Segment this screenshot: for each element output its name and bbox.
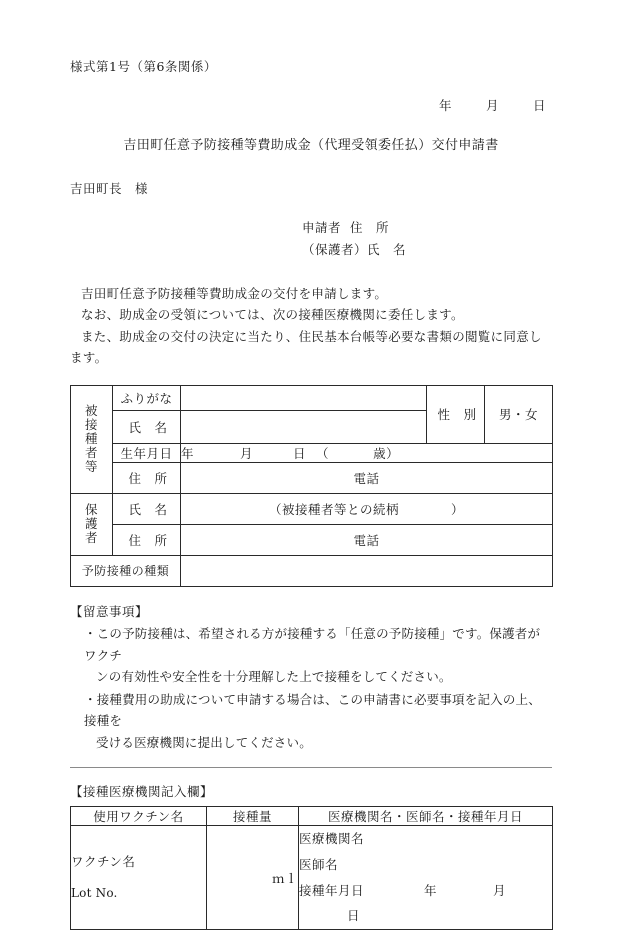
- guardian-label-c3: 者: [84, 530, 98, 546]
- table-row-vaccine-type: [71, 555, 553, 586]
- guardian-vertical-label: [71, 493, 113, 555]
- institution-name-label: 医療機関名: [299, 831, 365, 847]
- vaccination-date-label: 接種年月日: [299, 882, 365, 898]
- note-2-text-1: 接種費用の助成について申請する場合は、この申請書に必要事項を記入の上、接種を: [84, 691, 541, 729]
- dob-month-label: 月: [240, 445, 254, 461]
- header-vaccine-name: 使用ワクチン名: [71, 807, 207, 826]
- gender-label: 性 別: [427, 385, 485, 443]
- applicant-block: [70, 217, 552, 261]
- vaccine-type-input[interactable]: [181, 555, 553, 586]
- applicant-label: 申請者: [302, 220, 342, 235]
- section-divider: [70, 767, 552, 768]
- body-text: [70, 283, 552, 369]
- table-row-furigana: [71, 385, 553, 410]
- guardian-tel-label: 電話: [353, 532, 380, 548]
- dob-day-label: 日: [293, 445, 307, 461]
- body-line-3: また、助成金の交付の決定に当たり、住民基本台帳等必要な書類の閲覧に同意します。: [70, 328, 542, 366]
- vaccine-name-cell[interactable]: [71, 826, 207, 930]
- recipient-label-c3: 種: [84, 431, 98, 447]
- recipient-label-c1: 被: [84, 403, 98, 419]
- vaccine-name-label: ワクチン名: [71, 854, 136, 870]
- note-1-line-2: ンの有効性や安全性を十分理解した上で接種をしてください。: [96, 669, 452, 685]
- applicant-name-label: 氏 名: [367, 241, 407, 257]
- institution-details-cell[interactable]: [299, 826, 553, 930]
- furigana-label: ふりがな: [113, 385, 181, 410]
- address-input[interactable]: [181, 462, 553, 493]
- date-year: 年: [438, 97, 452, 113]
- guardian-name-label: 氏 名: [113, 493, 181, 524]
- applicant-address-label: 住 所: [349, 220, 389, 235]
- note-1-line-1: [84, 623, 552, 666]
- date-line: [70, 96, 552, 114]
- guardian-paren-label: （保護者）: [302, 241, 368, 257]
- tel-label: 電話: [353, 470, 380, 486]
- note-item: [70, 689, 552, 754]
- vaccine-type-label: 予防接種の種類: [71, 555, 181, 586]
- dob-year-label: 年: [181, 445, 195, 461]
- name-label: 氏 名: [113, 410, 181, 443]
- institution-table-body-row: [71, 826, 553, 930]
- institution-table: [70, 806, 553, 930]
- lot-no-label: Lot No.: [71, 886, 118, 901]
- name-input[interactable]: [181, 410, 427, 443]
- recipient-label-c5: 等: [84, 459, 98, 475]
- note-2-line-2: 受ける医療機関に提出してください。: [96, 734, 312, 750]
- dose-unit-label: ｍｌ: [271, 870, 298, 886]
- doctor-name-label: 医師名: [299, 856, 339, 872]
- guardian-label-c2: 護: [84, 516, 98, 532]
- applicant-name-line: [302, 239, 552, 261]
- institution-table-header-row: [71, 807, 553, 826]
- guardian-relation-close: ）: [451, 501, 465, 517]
- recipient-vertical-label: [71, 385, 113, 493]
- header-dose-amount: 接種量: [207, 807, 299, 826]
- dob-input[interactable]: [181, 443, 553, 462]
- document-title: 吉田町任意予防接種等費助成金（代理受領委任払）交付申請書: [123, 137, 499, 153]
- vaccination-date-year: 年: [424, 882, 438, 898]
- furigana-input[interactable]: [181, 385, 427, 410]
- table-row-address: [71, 462, 553, 493]
- notes-heading: 【留意事項】: [70, 603, 149, 619]
- guardian-label-c1: 保: [84, 502, 98, 518]
- document-body: [70, 58, 552, 930]
- date-month: 月: [485, 97, 499, 113]
- notes-section: [70, 601, 552, 754]
- guardian-name-input[interactable]: [181, 493, 553, 524]
- vaccination-date-month: 月: [493, 882, 507, 898]
- date-day: 日: [532, 97, 546, 113]
- recipient-label-c4: 者: [84, 445, 98, 461]
- dob-age-open: （: [316, 445, 330, 461]
- institution-section-heading: 【接種医療機関記入欄】: [70, 784, 214, 800]
- header-institution-doctor-date: 医療機関名・医師名・接種年月日: [299, 807, 553, 826]
- applicant-details-table: [70, 385, 553, 587]
- note-1-text-1: この予防接種は、希望される方が接種する「任意の予防接種」です。保護者がワクチ: [84, 626, 541, 663]
- body-line-2: なお、助成金の受領については、次の接種医療機関に委任します。: [81, 307, 464, 323]
- guardian-relation-open: （被接種者等との続柄: [268, 501, 399, 517]
- address-label: 住 所: [113, 462, 181, 493]
- note-2-line-1: [84, 689, 552, 732]
- note-item: [70, 623, 552, 688]
- note-bullet: ・: [84, 691, 97, 707]
- applicant-address-line: [302, 217, 552, 239]
- recipient-label-c2: 接: [84, 417, 98, 433]
- note-bullet: ・: [84, 626, 97, 642]
- table-row-guardian-name: [71, 493, 553, 524]
- vaccination-date-day: 日: [347, 908, 361, 924]
- dob-age-unit: 歳）: [373, 445, 400, 461]
- gender-options[interactable]: 男・女: [485, 385, 553, 443]
- form-number: 様式第1号（第6条関係）: [70, 59, 217, 74]
- guardian-address-label: 住 所: [113, 524, 181, 555]
- vaccination-date-line: [299, 878, 552, 929]
- body-line-1: 吉田町任意予防接種等費助成金の交付を申請します。: [81, 285, 388, 301]
- guardian-address-input[interactable]: [181, 524, 553, 555]
- dob-label: 生年月日: [113, 443, 181, 462]
- dose-amount-cell[interactable]: [207, 826, 299, 930]
- table-row-guardian-address: [71, 524, 553, 555]
- table-row-dob: [71, 443, 553, 462]
- addressee: 吉田町長 様: [70, 181, 149, 196]
